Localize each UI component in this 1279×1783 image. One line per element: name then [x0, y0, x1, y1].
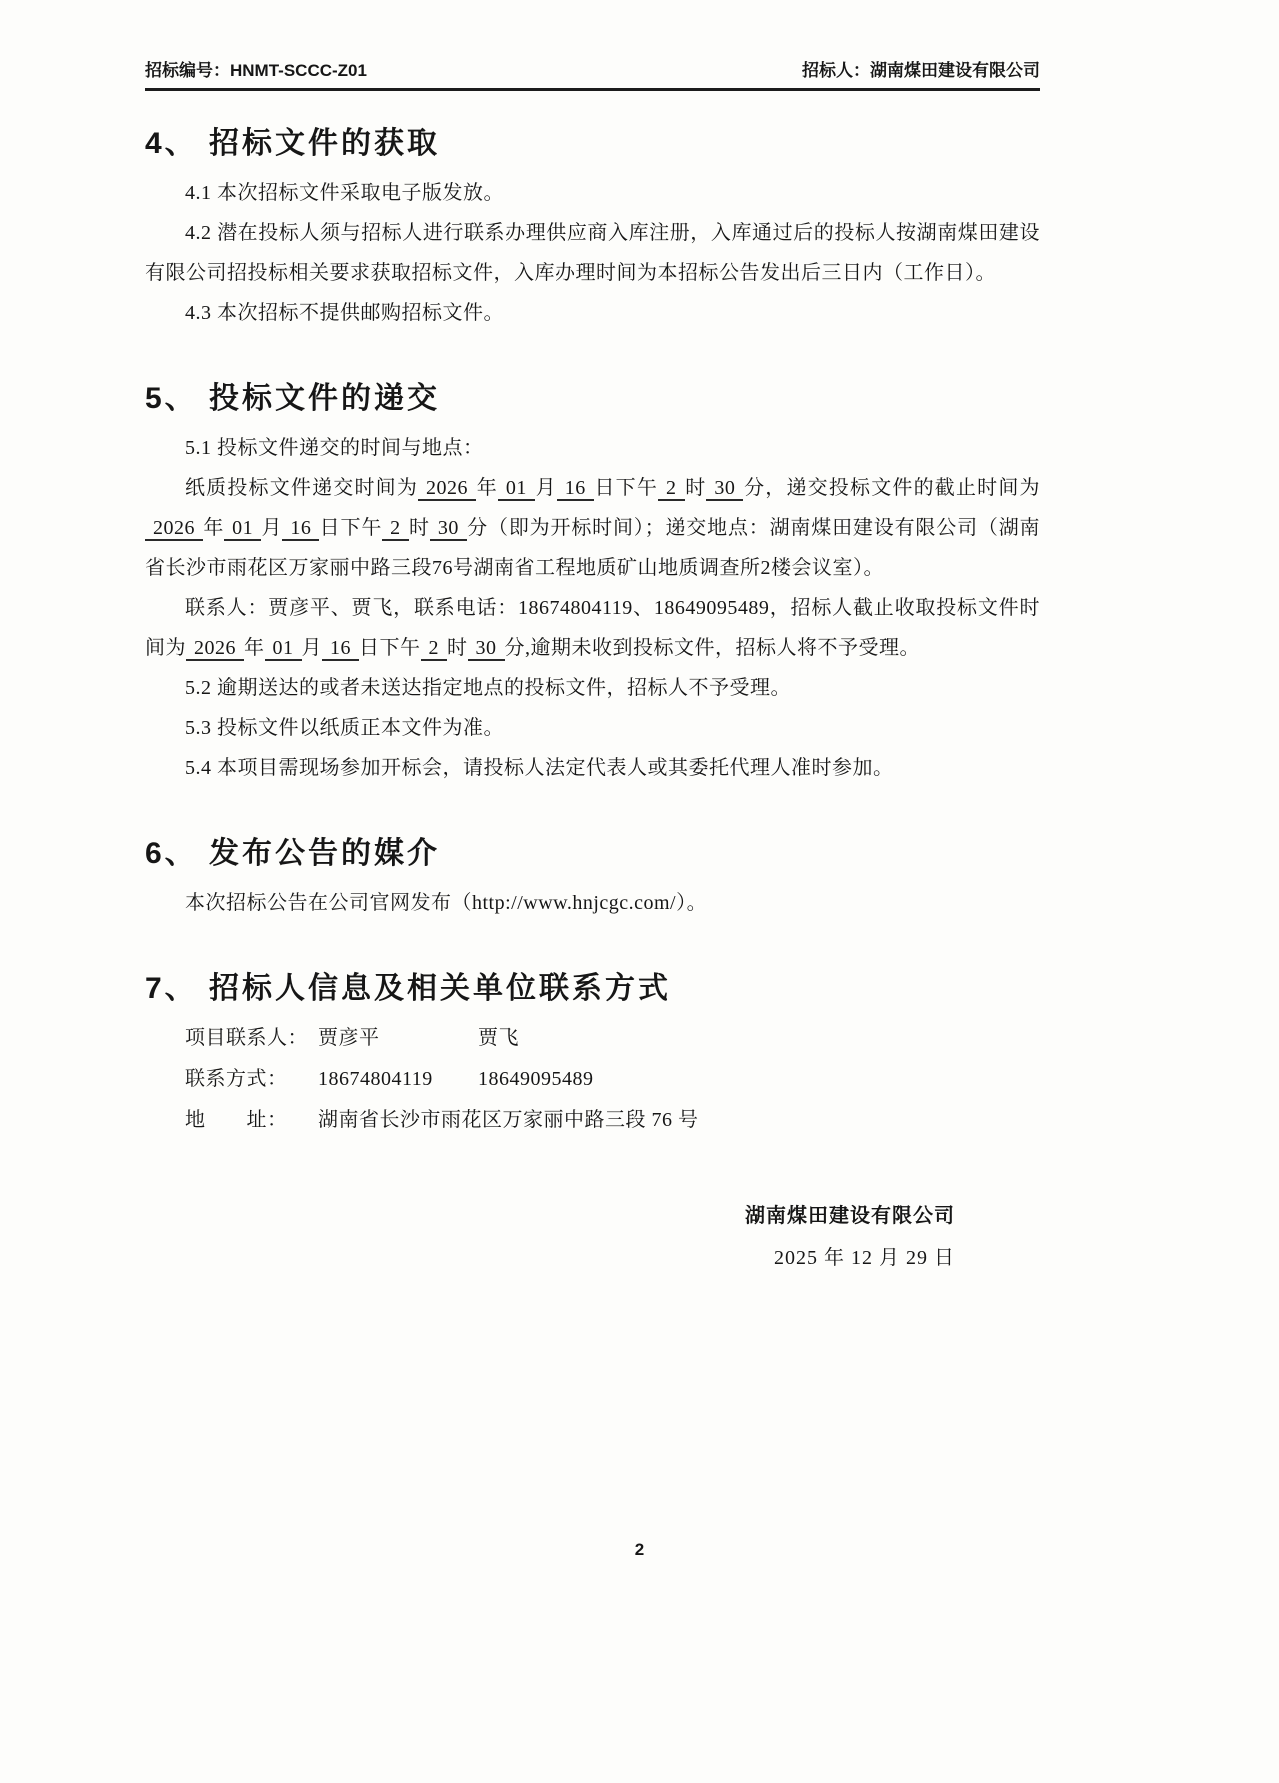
- text-segment: 月: [261, 517, 283, 539]
- underlined-value: 2026: [418, 477, 476, 501]
- text-segment: 日下午: [593, 477, 659, 499]
- section-5-title: 5、 投标文件的递交: [145, 382, 441, 415]
- underlined-value: 2026: [186, 637, 244, 661]
- text-segment: 纸质投标文件递交时间为: [185, 477, 419, 499]
- underlined-value: 16: [557, 477, 594, 501]
- clause-5-1: 5.1 投标文件递交的时间与地点：: [185, 437, 484, 459]
- contact-phone-1: 18674804119: [318, 1068, 433, 1090]
- text-segment: 分（即为开标时间）；递交地点：湖南煤田建设有限公司（湖南省长沙市雨花区万家丽中路三段76号湖南省工程地质矿山地质调查所2楼会议室）。: [145, 517, 1041, 579]
- clause-5-2: 5.2 逾期送达的或者未送达指定地点的投标文件，招标人不予受理。: [185, 677, 791, 699]
- contact-person-row: [185, 1018, 1040, 1059]
- contact-person-label: 项目联系人：: [185, 1027, 308, 1049]
- contact-person-2: 贾飞: [478, 1027, 519, 1049]
- signature-company: 湖南煤田建设有限公司: [745, 1205, 955, 1227]
- contact-phone-row: [185, 1059, 1040, 1100]
- text-segment: 分，递交投标文件的截止时间为: [743, 477, 1041, 499]
- underlined-value: 2026: [145, 517, 203, 541]
- clause-4-1: 4.1 本次招标文件采取电子版发放。: [185, 182, 504, 204]
- text-segment: 联系人：贾彦平、贾飞，联系电话：18674804119、18649095489，招标人截止收取投标文件时间为: [145, 597, 1040, 659]
- underlined-value: 01: [265, 637, 302, 661]
- underlined-value: 16: [322, 637, 359, 661]
- text-segment: 月: [301, 637, 322, 659]
- underlined-value: 2: [382, 517, 409, 541]
- section-6-title: 6、 发布公告的媒介: [145, 837, 441, 870]
- announcement-media-paragraph: 本次招标公告在公司官网发布（http://www.hnjcgc.com/）。: [185, 892, 708, 914]
- text-segment: 年: [203, 517, 225, 539]
- clause-4-3: 4.3 本次招标不提供邮购招标文件。: [185, 302, 504, 324]
- text-segment: 年: [244, 637, 265, 659]
- clause-4-2: 4.2 潜在投标人须与招标人进行联系办理供应商入库注册，入库通过后的投标人按湖南煤田建设有限公司招投标相关要求获取招标文件，入库办理时间为本招标公告发出后三日内（工作日）。: [145, 222, 1040, 284]
- contact-address-row: [185, 1100, 1040, 1141]
- clause-5-4: 5.4 本项目需现场参加开标会，请投标人法定代表人或其委托代理人准时参加。: [185, 757, 894, 779]
- contact-phone-2: 18649095489: [478, 1068, 594, 1090]
- text-segment: 分,逾期未收到投标文件，招标人将不予受理。: [504, 637, 920, 659]
- contact-info-block: [145, 1018, 1040, 1141]
- text-segment: 月: [534, 477, 557, 499]
- signature-date: 2025 年 12 月 29 日: [774, 1247, 955, 1269]
- underlined-value: 01: [224, 517, 261, 541]
- contact-deadline-paragraph: [145, 588, 1040, 668]
- text-segment: 时: [447, 637, 468, 659]
- contact-phone-label: 联系方式：: [185, 1068, 288, 1090]
- underlined-value: 2: [658, 477, 685, 501]
- contact-address-label: 地 址：: [185, 1109, 288, 1131]
- text-segment: 时: [408, 517, 430, 539]
- tenderer-name-label: 招标人：湖南煤田建设有限公司: [802, 61, 1040, 80]
- section-7-title: 7、 招标人信息及相关单位联系方式: [145, 972, 672, 1005]
- page-header: [145, 56, 1040, 91]
- underlined-value: 01: [498, 477, 535, 501]
- contact-person-1: 贾彦平: [318, 1027, 380, 1049]
- delivery-time-paragraph: [145, 468, 1040, 588]
- text-segment: 时: [684, 477, 707, 499]
- underlined-value: 2: [421, 637, 448, 661]
- text-segment: 日下午: [319, 517, 383, 539]
- text-segment: 日下午: [359, 637, 421, 659]
- underlined-value: 16: [282, 517, 319, 541]
- text-segment: 年: [476, 477, 498, 499]
- underlined-value: 30: [430, 517, 467, 541]
- underlined-value: 30: [468, 637, 505, 661]
- contact-address-value: 湖南省长沙市雨花区万家丽中路三段 76 号: [318, 1109, 699, 1131]
- tender-number-label: 招标编号：HNMT-SCCC-Z01: [145, 61, 367, 80]
- page-number: 2: [634, 1540, 645, 1559]
- clause-5-3: 5.3 投标文件以纸质正本文件为准。: [185, 717, 504, 739]
- section-4-title: 4、 招标文件的获取: [145, 127, 441, 160]
- underlined-value: 30: [706, 477, 743, 501]
- signature-block: [145, 1195, 1040, 1279]
